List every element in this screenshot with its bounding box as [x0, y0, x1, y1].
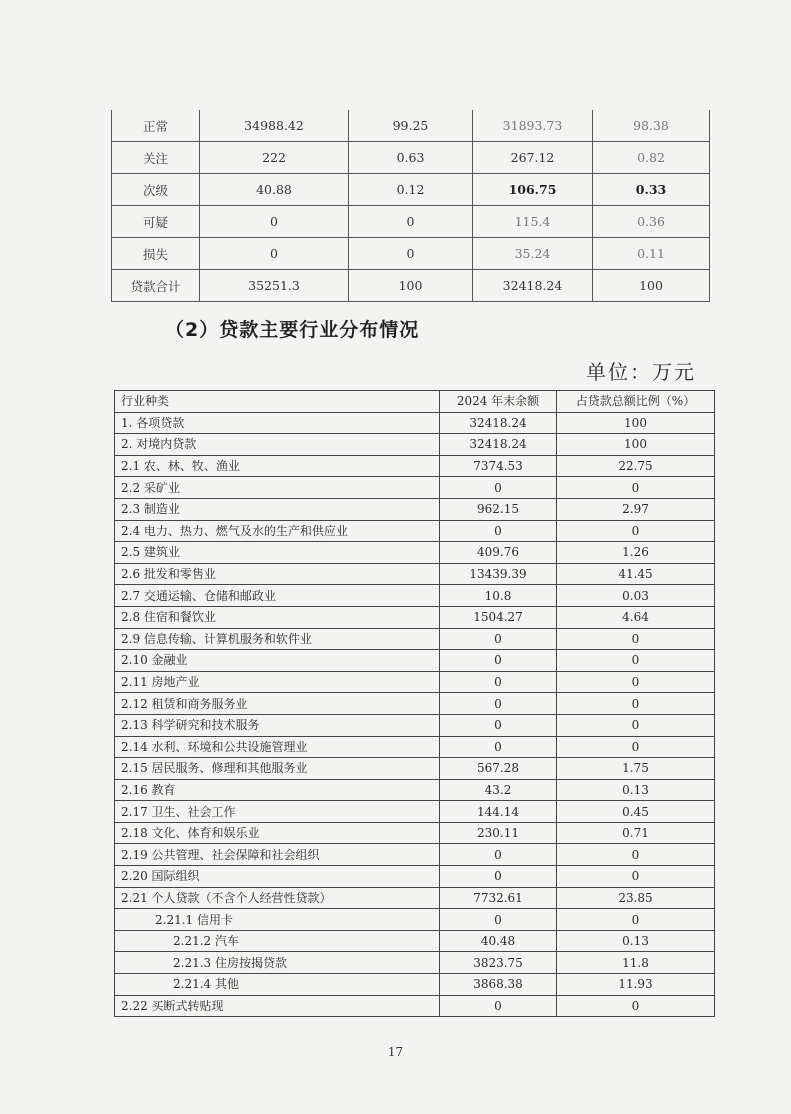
ratio-cell: 11.8 [557, 952, 715, 974]
industry-label: 2.7 交通运输、仓储和邮政业 [115, 585, 440, 607]
ratio-cell: 0 [557, 520, 715, 542]
industry-label: 2.14 水利、环境和公共设施管理业 [115, 736, 440, 758]
ratio-cell: 0 [557, 736, 715, 758]
balance-cell: 40.48 [440, 930, 557, 952]
table-row [115, 974, 715, 996]
ratio-cell: 2.97 [557, 498, 715, 520]
table-row [112, 174, 710, 206]
cell: 35251.3 [200, 270, 349, 302]
ratio-cell: 0 [557, 909, 715, 931]
unit-label: 单位：万元 [586, 360, 696, 384]
cell: 267.12 [473, 142, 593, 174]
table-row [115, 650, 715, 672]
cell: 98.38 [593, 110, 710, 142]
page-number: 17 [387, 1045, 404, 1059]
ratio-cell: 11.93 [557, 974, 715, 996]
table-row [112, 206, 710, 238]
ratio-cell: 0 [557, 995, 715, 1017]
cell: 0.63 [349, 142, 473, 174]
row-label: 次级 [112, 174, 200, 206]
cell: 100 [349, 270, 473, 302]
industry-label: 2.4 电力、热力、燃气及水的生产和供应业 [115, 520, 440, 542]
cell: 106.75 [473, 174, 593, 206]
balance-cell: 43.2 [440, 779, 557, 801]
industry-label: 2.21 个人贷款（不含个人经营性贷款） [115, 887, 440, 909]
cell: 100 [593, 270, 710, 302]
cell: 0 [200, 238, 349, 270]
balance-cell: 144.14 [440, 801, 557, 823]
ratio-cell: 0.03 [557, 585, 715, 607]
table-row [112, 238, 710, 270]
cell: 32418.24 [473, 270, 593, 302]
balance-cell: 3868.38 [440, 974, 557, 996]
table-header-row [115, 391, 715, 413]
balance-cell: 567.28 [440, 758, 557, 780]
table-row [115, 866, 715, 888]
ratio-cell: 0 [557, 866, 715, 888]
industry-label: 2.20 国际组织 [115, 866, 440, 888]
table-row [115, 412, 715, 434]
industry-label: 2.21.1 信用卡 [115, 909, 440, 931]
header-category: 行业种类 [115, 391, 440, 413]
table-row [115, 520, 715, 542]
industry-label: 2.18 文化、体育和娱乐业 [115, 822, 440, 844]
balance-cell: 7374.53 [440, 455, 557, 477]
ratio-cell: 0 [557, 844, 715, 866]
table-row [115, 563, 715, 585]
ratio-cell: 4.64 [557, 606, 715, 628]
cell: 0.12 [349, 174, 473, 206]
cell: 0 [200, 206, 349, 238]
cell: 222 [200, 142, 349, 174]
industry-label: 1. 各项贷款 [115, 412, 440, 434]
table-row [115, 909, 715, 931]
table-row [115, 995, 715, 1017]
table-row [115, 844, 715, 866]
ratio-cell: 100 [557, 434, 715, 456]
industry-label: 2.3 制造业 [115, 498, 440, 520]
balance-cell: 0 [440, 650, 557, 672]
ratio-cell: 0.45 [557, 801, 715, 823]
balance-cell: 10.8 [440, 585, 557, 607]
table-row [115, 477, 715, 499]
industry-label: 2.13 科学研究和技术服务 [115, 714, 440, 736]
ratio-cell: 0.71 [557, 822, 715, 844]
table-row [115, 542, 715, 564]
table-row [115, 434, 715, 456]
balance-cell: 0 [440, 866, 557, 888]
cell: 31893.73 [473, 110, 593, 142]
ratio-cell: 22.75 [557, 455, 715, 477]
balance-cell: 0 [440, 671, 557, 693]
cell: 0.36 [593, 206, 710, 238]
balance-cell: 3823.75 [440, 952, 557, 974]
header-balance: 2024 年末余额 [440, 391, 557, 413]
table-row [115, 758, 715, 780]
balance-cell: 0 [440, 714, 557, 736]
balance-cell: 0 [440, 520, 557, 542]
ratio-cell: 0 [557, 671, 715, 693]
balance-cell: 962.15 [440, 498, 557, 520]
header-ratio: 占贷款总额比例（%） [557, 391, 715, 413]
ratio-cell: 0 [557, 714, 715, 736]
ratio-cell: 0.13 [557, 930, 715, 952]
balance-cell: 13439.39 [440, 563, 557, 585]
balance-cell: 0 [440, 628, 557, 650]
balance-cell: 0 [440, 844, 557, 866]
cell: 35.24 [473, 238, 593, 270]
table-row [115, 952, 715, 974]
industry-label: 2.9 信息传输、计算机服务和软件业 [115, 628, 440, 650]
table-row [115, 930, 715, 952]
table-row [115, 736, 715, 758]
section-heading: （2）贷款主要行业分布情况 [165, 319, 420, 341]
table-row [115, 714, 715, 736]
cell: 99.25 [349, 110, 473, 142]
industry-label: 2.5 建筑业 [115, 542, 440, 564]
row-label: 贷款合计 [112, 270, 200, 302]
cell: 0.33 [593, 174, 710, 206]
ratio-cell: 0 [557, 477, 715, 499]
industry-label: 2.16 教育 [115, 779, 440, 801]
ratio-cell: 1.75 [557, 758, 715, 780]
industry-label: 2.6 批发和零售业 [115, 563, 440, 585]
row-label: 正常 [112, 110, 200, 142]
ratio-cell: 0 [557, 650, 715, 672]
industry-label: 2.22 买断式转贴现 [115, 995, 440, 1017]
row-label: 损失 [112, 238, 200, 270]
industry-label: 2.2 采矿业 [115, 477, 440, 499]
row-label: 关注 [112, 142, 200, 174]
table-row [115, 628, 715, 650]
table-row [112, 142, 710, 174]
industry-distribution-table [114, 390, 715, 1017]
table-row [115, 779, 715, 801]
industry-label: 2.21.4 其他 [115, 974, 440, 996]
balance-cell: 0 [440, 477, 557, 499]
industry-label: 2.10 金融业 [115, 650, 440, 672]
table-row [115, 801, 715, 823]
industry-label: 2.8 住宿和餐饮业 [115, 606, 440, 628]
balance-cell: 7732.61 [440, 887, 557, 909]
cell: 0.11 [593, 238, 710, 270]
industry-label: 2.1 农、林、牧、渔业 [115, 455, 440, 477]
balance-cell: 0 [440, 995, 557, 1017]
industry-label: 2.12 租赁和商务服务业 [115, 693, 440, 715]
industry-label: 2. 对境内贷款 [115, 434, 440, 456]
cell: 0 [349, 206, 473, 238]
industry-label: 2.17 卫生、社会工作 [115, 801, 440, 823]
table-row [115, 606, 715, 628]
loan-quality-table [111, 110, 710, 302]
industry-label: 2.15 居民服务、修理和其他服务业 [115, 758, 440, 780]
row-label: 可疑 [112, 206, 200, 238]
cell: 34988.42 [200, 110, 349, 142]
balance-cell: 32418.24 [440, 412, 557, 434]
cell: 40.88 [200, 174, 349, 206]
table-row [112, 110, 710, 142]
cell: 0.82 [593, 142, 710, 174]
industry-label: 2.19 公共管理、社会保障和社会组织 [115, 844, 440, 866]
balance-cell: 1504.27 [440, 606, 557, 628]
industry-label: 2.11 房地产业 [115, 671, 440, 693]
table-row [115, 498, 715, 520]
balance-cell: 0 [440, 693, 557, 715]
balance-cell: 409.76 [440, 542, 557, 564]
industry-label: 2.21.3 住房按揭贷款 [115, 952, 440, 974]
ratio-cell: 0 [557, 693, 715, 715]
ratio-cell: 0 [557, 628, 715, 650]
ratio-cell: 1.26 [557, 542, 715, 564]
ratio-cell: 0.13 [557, 779, 715, 801]
table-row [115, 671, 715, 693]
table-row [115, 887, 715, 909]
table-row [115, 693, 715, 715]
industry-label: 2.21.2 汽车 [115, 930, 440, 952]
ratio-cell: 23.85 [557, 887, 715, 909]
ratio-cell: 100 [557, 412, 715, 434]
cell: 115.4 [473, 206, 593, 238]
table-row [115, 822, 715, 844]
balance-cell: 32418.24 [440, 434, 557, 456]
cell: 0 [349, 238, 473, 270]
ratio-cell: 41.45 [557, 563, 715, 585]
balance-cell: 0 [440, 736, 557, 758]
balance-cell: 230.11 [440, 822, 557, 844]
table-row [112, 270, 710, 302]
table-row [115, 585, 715, 607]
balance-cell: 0 [440, 909, 557, 931]
table-row [115, 455, 715, 477]
